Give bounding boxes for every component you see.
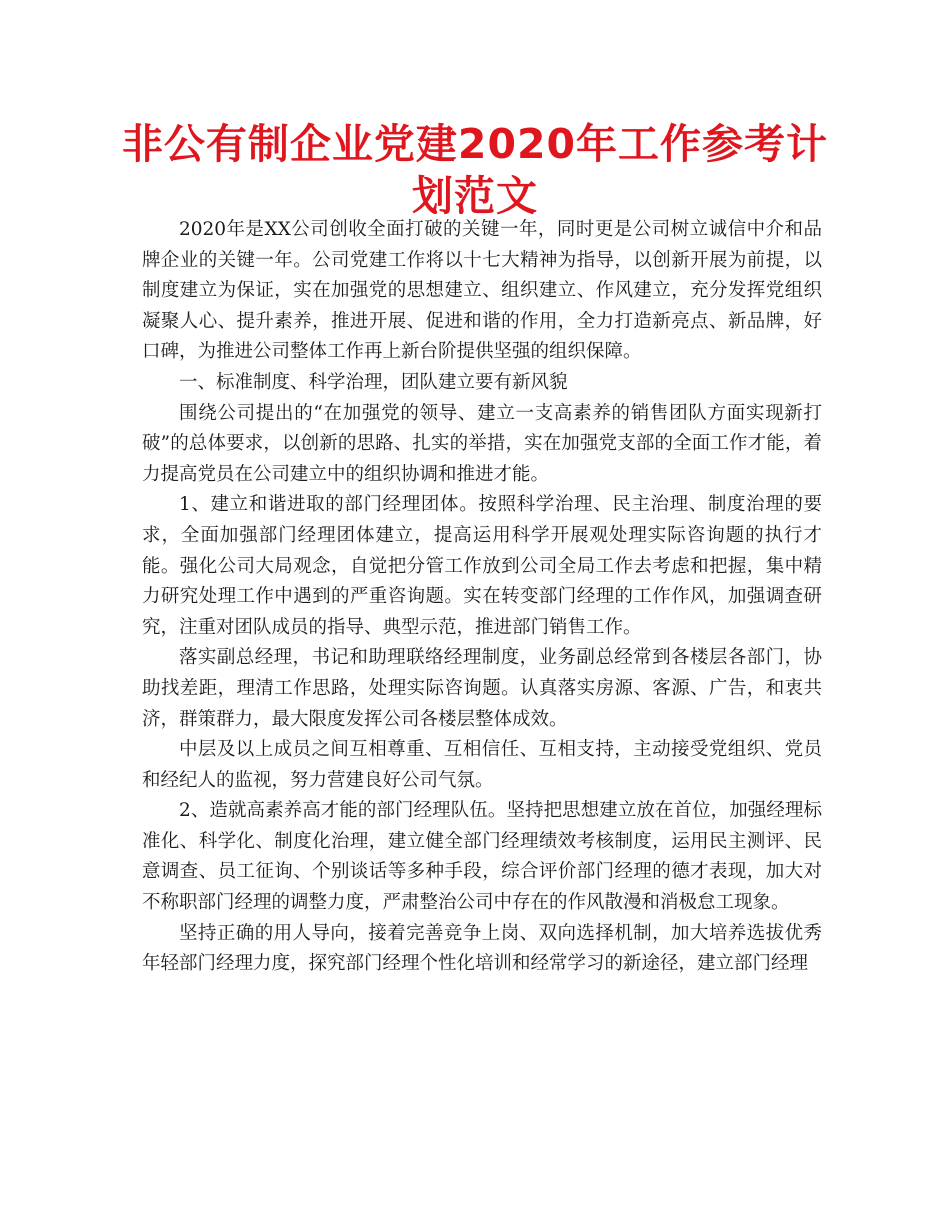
paragraph-item-1: 1、建立和谐进取的部门经理团体。按照科学治理、民主治理、制度治理的要求，全面加强部门经理团体建立，提高运用科学开展观处理实际咨询题的执行才能。强化公司大局观念，自觉把分管工作放到公司全局工作去考虑和把握，集中精力研究处理工作中遇到的严重咨询题。实在转变部门经理的工作作风，加强调查研究，注重对团队成员的指导、典型示范，推进部门销售工作。 [142,494,822,638]
paragraph-intro: 2020年是XX公司创收全面打破的关键一年，同时更是公司树立诚信中介和品牌企业的关键一年。公司党建工作将以十七大精神为指导，以创新开展为前提，以制度建立为保证，实在加强党的思想建立、组织建立、作风建立，充分发挥党组织凝聚人心、提升素养，推进开展、促进和谐的作用，全力打造新亮点、新品牌，好口碑，为推进公司整体工作再上新台阶提供坚强的组织保障。 [142,219,822,363]
section-heading-1: 一、标准制度、科学治理，团队建立要有新风貌 [179,371,568,393]
paragraph-mutual-respect: 中层及以上成员之间互相尊重、互相信任、互相支持，主动接受党组织、党员和经纪人的监视，努力营建良好公司气氛。 [142,739,822,791]
paragraph-employment-orientation: 坚持正确的用人导向，接着完善竞争上岗、双向选择机制，加大培养选拔优秀年轻部门经理力度，探究部门经理个性化培训和经常学习的新途径，建立部门经理 [142,922,822,975]
paragraph-section-1-overview: 围绕公司提出的“在加强党的领导、建立一支高素养的销售团队方面实现新打破”的总体要求，以创新的思路、扎实的举措，实在加强党支部的全面工作才能，着力提高党员在公司建立中的组织协调和推进才能。 [142,402,822,485]
paragraph-item-2: 2、造就高素养高才能的部门经理队伍。坚持把思想建立放在首位，加强经理标准化、科学化、制度化治理，建立健全部门经理绩效考核制度，运用民主测评、民意调查、员工征询、个别谈话等多种手段，综合评价部门经理的德才表现，加大对不称职部门经理的调整力度，严肃整治公司中存在的作风散漫和消极怠工现象。 [142,800,822,914]
document-body [142,215,822,980]
document-title: 非公有制企业党建2020年工作参考计划范文 [121,120,829,220]
paragraph-liaison-system: 落实副总经理，书记和助理联络经理制度，业务副总经常到各楼层各部门，协助找差距，理清工作思路，处理实际咨询题。认真落实房源、客源、广告，和衷共济，群策群力，最大限度发挥公司各楼层整体成效。 [142,647,822,730]
